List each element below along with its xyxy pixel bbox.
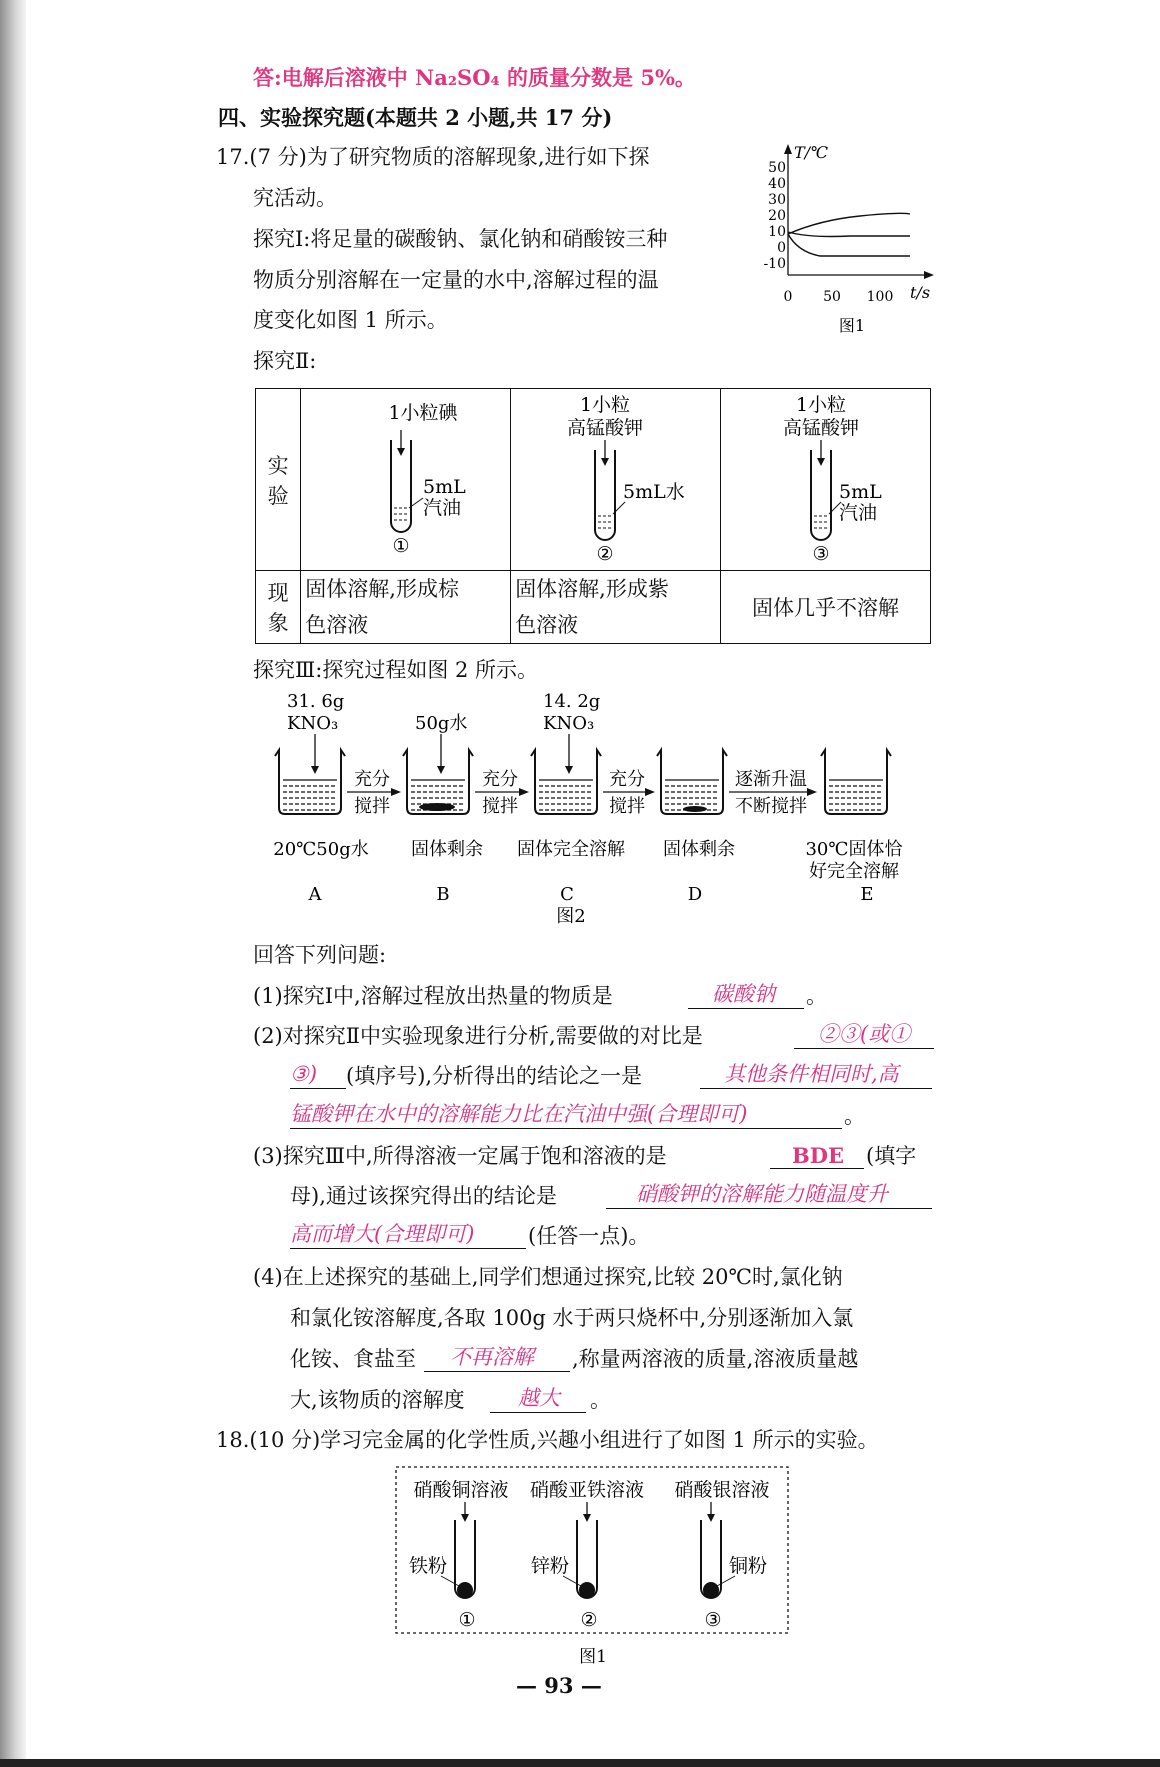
previous-answer: 答:电解后溶液中 Na₂SO₄ 的质量分数是 5%。: [253, 65, 696, 90]
sub2-blank-a: [794, 1048, 934, 1049]
desc-e-line1: 30℃固体恰: [805, 839, 903, 860]
sub2-answer-3: 其他条件相同时,高: [724, 1062, 899, 1086]
sub1-blank: [688, 1008, 804, 1009]
part3-intro: 探究Ⅲ:探究过程如图 2 所示。: [253, 658, 539, 682]
label-d: D: [687, 884, 703, 905]
q18-figure-caption: 图1: [579, 1647, 607, 1667]
exp3-solvent: 汽油: [839, 501, 878, 524]
solution-2: 硝酸亚铁溶液: [529, 1479, 645, 1501]
residue-d: [683, 806, 707, 812]
exp3-label-2: 高锰酸钾: [783, 416, 860, 439]
temperature-chart: [750, 142, 940, 342]
beaker-c: [531, 750, 601, 814]
sub4-line1: (4)在上述探究的基础上,同学们想通过探究,比较 20℃时,氯化钠: [253, 1265, 843, 1289]
observation-1-line1: 固体溶解,形成棕: [305, 577, 459, 601]
observation-1-line2: 色溶液: [305, 613, 369, 637]
sub4-line2: 和氯化铵溶解度,各取 100g 水于两只烧杯中,分别逐渐加入氯: [290, 1306, 854, 1330]
experiment-2-cell: [511, 389, 721, 571]
y-tick: 10: [768, 224, 786, 240]
curve-cooling: [788, 234, 910, 256]
experiment-1-cell: [301, 389, 511, 571]
y-tick: -10: [763, 256, 786, 272]
sub2-answer-4: 锰酸钾在水中的溶解能力比在汽油中强(合理即可): [290, 1102, 748, 1126]
observation-2-line2: 色溶液: [515, 613, 579, 637]
sub4-line3-end: ,称量两溶液的质量,溶液质量越: [572, 1347, 859, 1371]
q17-line4: 物质分别溶解在一定量的水中,溶解过程的温: [253, 268, 659, 292]
arrow3-label-top: 充分: [609, 769, 645, 790]
sub3-line2: 母),通过该探究得出的结论是: [290, 1184, 557, 1208]
bottom-border: [0, 1759, 1160, 1767]
exp2-number: ②: [596, 542, 614, 565]
metal-reaction-figure: [395, 1466, 790, 1676]
q17-line3: 探究Ⅰ:将足量的碳酸钠、氯化钠和硝酸铵三种: [253, 227, 668, 251]
y-tick: 20: [768, 208, 786, 224]
y-tick: 30: [768, 192, 786, 208]
sub1-end: 。: [806, 984, 827, 1008]
sub4-blank-b: [490, 1412, 586, 1413]
section-title: 四、实验探究题(本题共 2 小题,共 17 分): [218, 105, 613, 130]
add-a-mass: 31. 6g: [287, 691, 345, 712]
curve-warming: [788, 213, 910, 234]
sub4-line4-start: 大,该物质的溶解度: [290, 1388, 465, 1412]
arrow1-label-top: 充分: [354, 769, 390, 790]
sub3-answer-2: 硝酸钾的溶解能力随温度升: [636, 1182, 888, 1206]
sub3-blank-c: [290, 1248, 526, 1249]
tube-number-1: ①: [458, 1609, 476, 1631]
add-c-substance: KNO₃: [543, 713, 595, 734]
exp3-volume: 5mL: [839, 480, 882, 503]
solution-3: 硝酸银溶液: [674, 1479, 770, 1501]
residue-b: [419, 803, 455, 811]
sub4-line4-end: 。: [590, 1388, 611, 1412]
arrow3-label-bottom: 搅拌: [609, 796, 645, 817]
page-edge-shadow: [0, 0, 26, 1767]
x-tick: 50: [823, 289, 841, 305]
q17-line1: 17.(7 分)为了研究物质的溶解现象,进行如下探: [216, 145, 650, 169]
arrow1-label-bottom: 搅拌: [354, 796, 390, 817]
y-tick: 50: [768, 160, 786, 176]
sub2-end: 。: [844, 1104, 865, 1128]
exp1-number: ①: [392, 534, 410, 557]
exp1-label: 1小粒碘: [388, 401, 458, 424]
add-c-mass: 14. 2g: [543, 691, 601, 712]
label-c: C: [560, 884, 574, 905]
sub1-text: (1)探究Ⅰ中,溶解过程放出热量的物质是: [253, 984, 613, 1008]
answer-intro: 回答下列问题:: [253, 943, 387, 967]
row-header-experiment: 实验: [256, 389, 301, 571]
x-tick: 0: [783, 289, 793, 305]
sub4-answer-1: 不再溶解: [450, 1345, 534, 1369]
exp1-volume: 5mL: [423, 475, 467, 498]
arrow4-label-top: 逐渐升温: [735, 769, 807, 790]
sub3-end: (任答一点)。: [528, 1224, 650, 1248]
observation-2-line1: 固体溶解,形成紫: [515, 577, 669, 601]
sub2-blank-c: [700, 1088, 932, 1089]
sub4-line3-start: 化铵、食盐至: [290, 1347, 416, 1371]
exp2-label-1: 1小粒: [580, 393, 631, 416]
q17-line5: 度变化如图 1 所示。: [253, 308, 448, 332]
sub3-answer-1: BDE: [792, 1143, 844, 1168]
sub3-blank-b: [606, 1208, 932, 1209]
metal-2: 锌粉: [531, 1555, 570, 1577]
figure1-caption: 图1: [838, 316, 866, 335]
beaker-a: [275, 750, 345, 814]
label-e: E: [860, 884, 874, 905]
experiment-3-cell: [721, 389, 931, 571]
beaker-e: [821, 750, 891, 814]
desc-c: 固体完全溶解: [517, 839, 625, 860]
sub2-blank-b: [290, 1088, 346, 1089]
curve-flat: [788, 232, 910, 237]
sub1-answer: 碳酸钠: [712, 982, 775, 1006]
sub4-answer-2: 越大: [518, 1386, 560, 1410]
label-a: A: [308, 884, 322, 905]
beaker-d: [657, 750, 727, 814]
experiment-table: [255, 388, 931, 644]
row-header-observation: 现象: [256, 571, 301, 644]
observation-1: [301, 571, 511, 644]
sub2-blank-d: [290, 1128, 842, 1129]
exp3-label-1: 1小粒: [796, 393, 847, 416]
sub3-after: (填字: [866, 1144, 917, 1168]
x-tick: 100: [866, 289, 894, 305]
tube-number-3: ③: [704, 1609, 722, 1631]
figure2-caption: 图2: [556, 906, 586, 927]
solution-1: 硝酸铜溶液: [413, 1479, 509, 1501]
sub4-blank-a: [424, 1371, 570, 1372]
y-tick: 40: [768, 176, 786, 192]
sub2-answer-2: ③): [290, 1062, 318, 1086]
arrow4-label-bottom: 不断搅拌: [735, 796, 807, 817]
observation-3: 固体几乎不溶解: [721, 571, 931, 644]
arrow2-label-top: 充分: [482, 769, 518, 790]
q17-line6: 探究Ⅱ:: [253, 349, 317, 373]
desc-d: 固体剩余: [663, 839, 735, 860]
observation-2: [511, 571, 721, 644]
desc-b: 固体剩余: [411, 839, 483, 860]
arrow2-label-bottom: 搅拌: [482, 796, 518, 817]
sub2-text: (2)对探究Ⅱ中实验现象进行分析,需要做的对比是: [253, 1024, 703, 1048]
page-number: — 93 —: [516, 1673, 602, 1698]
exp3-number: ③: [812, 542, 830, 565]
desc-e-line2: 好完全溶解: [809, 861, 899, 882]
add-b-water: 50g水: [415, 713, 468, 734]
sub2-middle: (填序号),分析得出的结论之一是: [346, 1064, 643, 1088]
y-axis-label: T/℃: [794, 143, 828, 162]
beaker-process-figure: [265, 688, 925, 928]
x-axis-label: t/s: [910, 283, 931, 302]
desc-a: 20℃50g水: [273, 839, 369, 860]
label-b: B: [436, 884, 450, 905]
q18-line1: 18.(10 分)学习完金属的化学性质,兴趣小组进行了如图 1 所示的实验。: [216, 1428, 879, 1452]
exp1-solvent: 汽油: [423, 496, 462, 519]
sub3-answer-3: 高而增大(合理即可): [290, 1222, 475, 1246]
add-a-substance: KNO₃: [287, 713, 339, 734]
y-tick: 0: [777, 240, 786, 256]
exp2-volume: 5mL水: [623, 480, 685, 503]
q17-line2: 究活动。: [253, 186, 337, 210]
metal-1: 铁粉: [409, 1555, 448, 1577]
tube-number-2: ②: [580, 1609, 598, 1631]
exp2-label-2: 高锰酸钾: [567, 416, 644, 439]
sub2-answer-1: ②③(或①: [818, 1022, 911, 1046]
sub3-text: (3)探究Ⅲ中,所得溶液一定属于饱和溶液的是: [253, 1144, 667, 1168]
metal-3: 铜粉: [729, 1555, 768, 1577]
